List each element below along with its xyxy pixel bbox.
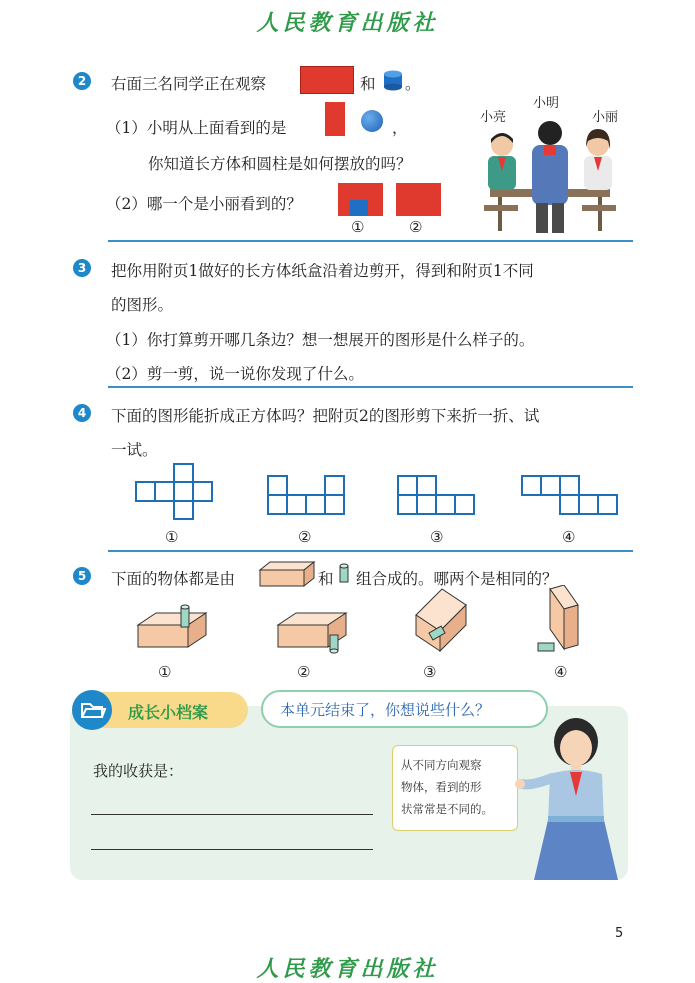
option-2-label: ②: [409, 218, 423, 236]
q3-part2: （2）剪一剪，说一说你发现了什么。: [106, 365, 364, 383]
option-2-image: [396, 183, 441, 216]
question-number: 3: [73, 259, 91, 277]
question-number: 2: [73, 72, 91, 90]
option-1-label: ①: [351, 218, 365, 236]
bubble-line: 状常常是不同的。: [401, 802, 493, 816]
q5-text-a: 下面的物体都是由: [111, 570, 236, 588]
divider: [108, 550, 633, 552]
q2-intro-text: 右面三名同学正在观察: [111, 75, 267, 93]
q2-intro: [111, 72, 266, 94]
q3-part1: （1）你打算剪开哪几条边？想一想展开的图形是什么样子的。: [106, 331, 535, 349]
q4-line1: 下面的图形能折成正方体吗？把附页2的图形剪下来折一折、试: [111, 407, 540, 425]
writing-line: [91, 814, 373, 815]
girl-illustration: [512, 712, 622, 880]
divider: [108, 386, 633, 388]
q5-and: 和: [318, 570, 334, 588]
q5-text-b: 组合成的。哪两个是相同的？: [356, 570, 558, 588]
name-xiaoliang: 小亮: [480, 110, 507, 125]
speech-bubble: [392, 745, 518, 831]
net-label-2: ②: [298, 528, 312, 546]
q3-line2: 的图形。: [111, 296, 174, 314]
archive-title: 成长小档案: [128, 703, 209, 722]
writing-line: [91, 849, 373, 850]
q2-part2: （2）哪一个是小丽看到的？: [106, 195, 302, 213]
net-label-1: ①: [165, 528, 179, 546]
object-label-2: ②: [297, 663, 311, 681]
cuboid-image: [300, 66, 354, 94]
option-1-image: [338, 183, 383, 216]
publisher-header: 人民教育出版社: [256, 10, 439, 36]
q2-part1-end: ，: [392, 119, 408, 137]
divider: [108, 240, 633, 242]
top-view-cuboid: [325, 102, 345, 136]
object-label-1: ①: [158, 663, 172, 681]
net-label-4: ④: [562, 528, 576, 546]
object-label-3: ③: [423, 663, 437, 681]
net-label-3: ③: [430, 528, 444, 546]
cube-nets: [130, 462, 650, 520]
q2-and: 和: [360, 75, 376, 93]
folder-icon: [72, 690, 112, 730]
small-cylinder-image: [338, 563, 350, 585]
q3-line1: 把你用附页1做好的长方体纸盒沿着边剪开，得到和附页1不同: [111, 262, 534, 280]
question-number: 5: [73, 567, 91, 585]
bubble-line: 从不同方向观察: [401, 758, 482, 772]
q2-part1: （1）小明从上面看到的是: [106, 119, 287, 137]
top-view-circle: [361, 110, 383, 132]
name-xiaoli: 小丽: [592, 110, 619, 125]
students-illustration: [470, 115, 630, 233]
object-label-4: ④: [554, 663, 568, 681]
bubble-line: 物体，看到的形: [401, 780, 482, 794]
flat-box-image: [258, 558, 316, 588]
q4-line2: 一试。: [111, 441, 158, 459]
q2-part1-question: 你知道长方体和圆柱是如何摆放的吗？: [148, 155, 412, 173]
page-number: 5: [615, 926, 624, 941]
composite-objects: [130, 585, 610, 660]
harvest-label: 我的收获是：: [93, 762, 184, 780]
archive-prompt: 本单元结束了，你想说些什么？: [280, 701, 491, 719]
name-xiaoming: 小明: [533, 96, 560, 111]
publisher-footer: 人民教育出版社: [256, 956, 439, 982]
cylinder-image: [382, 69, 404, 91]
question-number: 4: [73, 404, 91, 422]
q2-intro-end: 。: [405, 75, 421, 93]
